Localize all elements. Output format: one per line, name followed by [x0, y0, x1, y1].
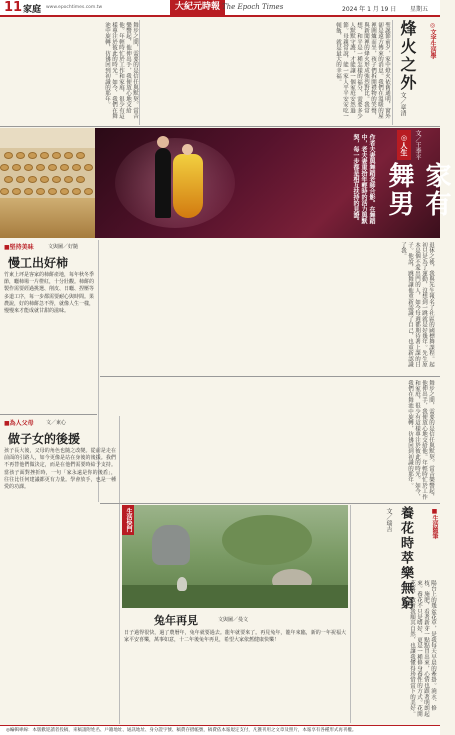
left-top-tag: ■堅持美味: [4, 244, 34, 251]
left-bottom-title: 做子女的後援: [8, 432, 81, 446]
divider: [0, 126, 440, 127]
photo-story-body: 日子過得很快，過了農曆年，兔年就要過去。龍年就要來了。再見兔年，龍年來臨，新的一年祝福大家平安喜樂，萬事如意，十二年後兔年再見，希望大家依舊健康快樂！: [124, 630, 346, 644]
persimmon-closeup-photo: [0, 198, 95, 238]
photo-story-tag: 生活快門: [122, 505, 134, 535]
issue-weekday: 星期五: [410, 6, 429, 13]
essay-right-body: 陽台上的幾盆花草，是我每天早晨的牽掛。澆水、修枝、施肥，看著新芽一點點冒出來，心情也跟著明朗起來。養花不只是嗜好，更是一種修身養性的方式。花開花落，教會我順其自然，也讓我懂得珍惜當下的美好。: [409, 580, 436, 717]
essay-right-author: 文／瑞吉: [385, 508, 392, 532]
left-top-title: 慢工出好柿: [8, 256, 69, 270]
divider: [100, 503, 440, 504]
feature-body-1: 退休之後，我與先生報名了社區的國標舞課程。起初只是為了運動，沒想到一跳就是好幾年。先生原本是個不愛出門的人，如今每週都期待著上課的日子。他說，跳舞讓他重新認識了自己，也重新認識了我。: [400, 242, 434, 368]
left-bottom-tag: ■為人父母: [4, 420, 34, 427]
page-number: 11: [4, 0, 23, 15]
divider: [119, 416, 120, 724]
divider: [0, 414, 97, 415]
dancer-male: [155, 148, 171, 218]
issue-date: 2024 年 1 月 19 日: [342, 6, 397, 13]
left-top-column-text: 舞步之間，需要的是信任與默契。當音樂響起，他伸出手，我便放心地交給他。年輕時忙於工作和家庭，很少有這樣專注於彼此的時光。如今，我們在舞池中旋轉，彷彿回到初識的那年。: [104, 22, 138, 119]
photo-story-title: 兔年再見: [154, 614, 198, 627]
divider: [392, 20, 393, 125]
left-top-author: 文與圖／好隨: [48, 244, 79, 250]
divider: [100, 376, 440, 377]
dancer-female: [173, 154, 203, 218]
garden-rabbit-photo: [122, 505, 348, 608]
feature-dance-photo: [95, 128, 451, 238]
feature-title: 家有舞男: [384, 162, 451, 218]
rabbit-statue: [177, 577, 187, 591]
feature-byline: 文／王季平: [414, 130, 421, 160]
left-top-body: 竹東上坪是客家的柿餅產地，每年秋冬季節，曬柿場一片橙紅，十分壯觀。柿餅的製作需要經過挑選、削皮、日曬、捏壓等多道工序，每一步都需要耐心與時間。果農說，好的柿餅急不得，就像人生一樣，慢慢來才能成就甘甜的滋味。: [4, 272, 95, 315]
divider: [139, 20, 140, 125]
page-footer: [0, 725, 440, 735]
masthead-logo: 大紀元時報: [170, 0, 225, 15]
essay-top-author: 文／章清: [399, 92, 406, 116]
page-header: [0, 0, 440, 17]
site-url[interactable]: www.epochtimes.com.tw: [46, 5, 103, 10]
divider: [350, 505, 351, 723]
feature-body-2: 舞步之間，需要的是信任與默契。當音樂響起，他伸出手，我便放心地交給他。年輕時忙於工作和家庭，很少有這樣專注於彼此的時光。如今，我們在舞池中旋轉，彷彿回到初識的那年。: [407, 380, 434, 500]
essay-top-tag: ◎文字生活學: [429, 22, 436, 59]
essay-right-tag: ■生活隨筆: [431, 508, 438, 539]
feature-tag: ◎人生: [397, 130, 411, 160]
photo-story-author: 文與圖／曼文: [218, 617, 249, 623]
essay-top-title: 烽火之外: [398, 20, 417, 92]
masthead-english: The Epoch Times: [222, 3, 284, 11]
left-bottom-body: 孩子長大後，父母的角色也隨之改變。從前是走在前面的引路人，如今更像是站在身後的後援。我們不再替他們做決定，而是在他們需要時給予支持。當孩子面對挫折時，一句「家永遠是你的後盾」，往往比任何建議都更有力量。學會放手，也是一種愛的功課。: [4, 448, 116, 491]
feature-caption: 作者夫妻與舞蹈老師合影。在舞蹈中，老夫妻重拾年輕時的活力與默契，每一步都是相互扶持的見證。: [352, 134, 375, 224]
essay-right-title: 養花時萃樂無窮: [398, 506, 413, 611]
footer-text: ◎編輯專線：本版歡迎讀者投稿，來稿請附姓名、戶籍地址、通訊地址、身分證字號、稿費存摺帳號，稿費依本報規定支付，凡獲刊用之文章及照片，本報享有各種形式再刊權。: [6, 728, 357, 733]
essay-top-body: 聖誕節前夕，家中燈火依舊通明，窗外卻是遠方傳來的消息。我們在溫暖的屋裡圍爐而坐，孩子們拆開禮物的笑聲，與新聞裡的烽火形成強烈對比。我常想，和平是一種怎樣的福分，需要多少人默默守護，才能讓一個家庭安然過節。母親常說，能一家人平平安安吃一頓飯，就是最大的幸福。: [335, 22, 390, 119]
persimmon-photo: [0, 128, 95, 198]
left-bottom-author: 文／東心: [46, 420, 67, 426]
section-name: 家庭: [23, 5, 42, 15]
